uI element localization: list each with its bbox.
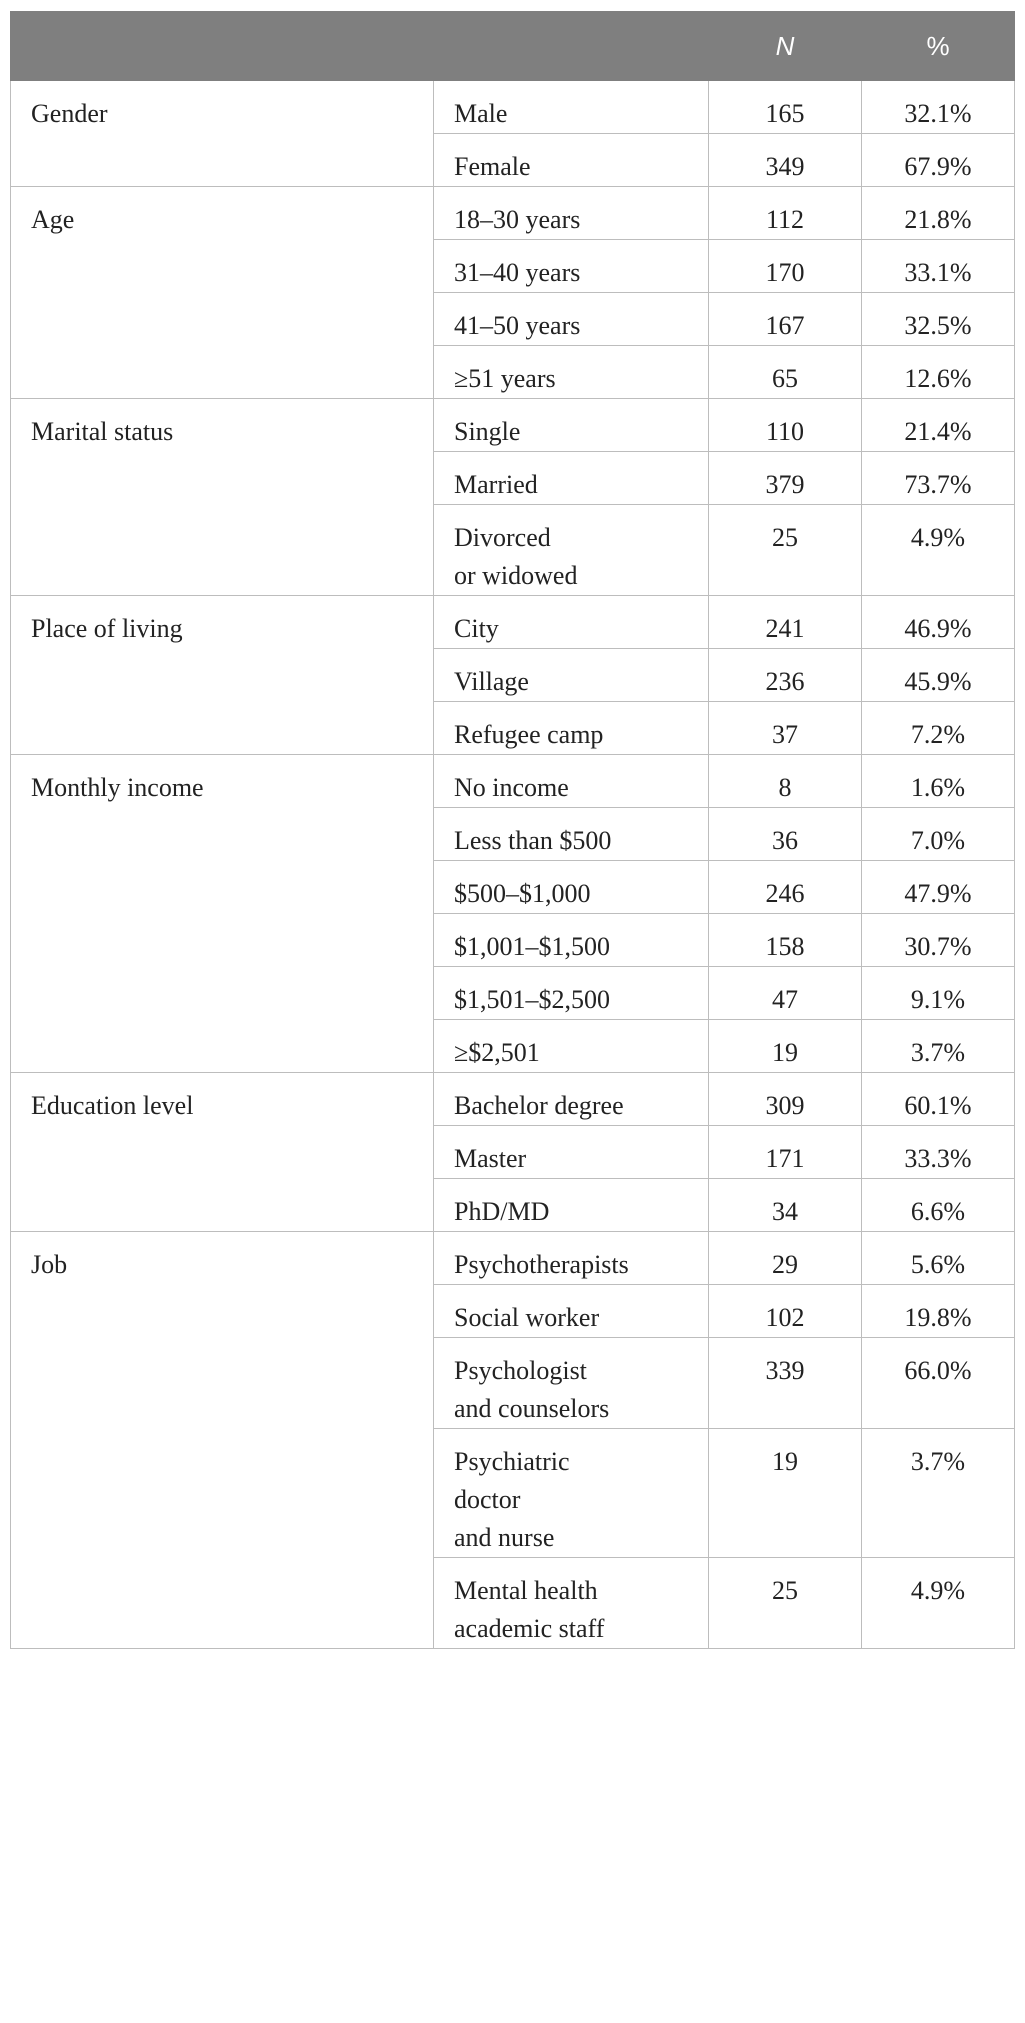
level-cell (434, 755, 709, 808)
n-cell: 102 (709, 1285, 862, 1338)
n-cell: 19 (709, 1429, 862, 1558)
level-cell (434, 505, 709, 596)
percent-cell: 46.9% (862, 596, 1015, 649)
n-cell: 8 (709, 755, 862, 808)
level-label: $1,001–$1,500 (454, 932, 610, 961)
percent-cell: 1.6% (862, 755, 1015, 808)
n-cell: 171 (709, 1126, 862, 1179)
demographics-table (10, 11, 1015, 1649)
level-label: Refugee camp (454, 720, 604, 749)
header-category (11, 12, 434, 81)
n-cell: 339 (709, 1338, 862, 1429)
n-cell: 65 (709, 346, 862, 399)
level-label: Divorced or widowed (454, 523, 578, 590)
level-label: City (454, 614, 499, 643)
n-cell: 110 (709, 399, 862, 452)
header-percent: % (862, 12, 1015, 81)
n-cell: 112 (709, 187, 862, 240)
level-label: Psychotherapists (454, 1250, 629, 1279)
table-row (11, 187, 1015, 240)
category-cell: Place of living (11, 596, 434, 755)
level-label: Single (454, 417, 521, 446)
n-cell: 25 (709, 505, 862, 596)
category-cell: Marital status (11, 399, 434, 596)
n-cell: 19 (709, 1020, 862, 1073)
n-cell: 246 (709, 861, 862, 914)
percent-cell: 5.6% (862, 1232, 1015, 1285)
level-label: Village (454, 667, 529, 696)
header-row (11, 12, 1015, 81)
n-cell: 36 (709, 808, 862, 861)
table-row (11, 399, 1015, 452)
percent-cell: 3.7% (862, 1020, 1015, 1073)
level-cell (434, 452, 709, 505)
level-cell (434, 1020, 709, 1073)
table-header (11, 12, 1015, 81)
level-label: Psychiatric doctor and nurse (454, 1447, 570, 1552)
level-label: Less than $500 (454, 826, 612, 855)
percent-cell: 60.1% (862, 1073, 1015, 1126)
level-label: ≥51 years (454, 364, 556, 393)
n-cell: 29 (709, 1232, 862, 1285)
level-cell (434, 240, 709, 293)
n-cell: 37 (709, 702, 862, 755)
level-cell (434, 1285, 709, 1338)
table-row (11, 1232, 1015, 1285)
level-cell (434, 1558, 709, 1649)
level-cell (434, 1179, 709, 1232)
level-cell (434, 1073, 709, 1126)
n-cell: 25 (709, 1558, 862, 1649)
percent-cell: 33.3% (862, 1126, 1015, 1179)
percent-cell: 9.1% (862, 967, 1015, 1020)
level-label: Female (454, 152, 531, 181)
percent-cell: 32.1% (862, 81, 1015, 134)
percent-cell: 4.9% (862, 1558, 1015, 1649)
n-cell: 34 (709, 1179, 862, 1232)
percent-cell: 12.6% (862, 346, 1015, 399)
level-cell (434, 1232, 709, 1285)
level-cell (434, 914, 709, 967)
n-cell: 379 (709, 452, 862, 505)
percent-cell: 4.9% (862, 505, 1015, 596)
percent-cell: 47.9% (862, 861, 1015, 914)
level-cell (434, 293, 709, 346)
category-cell: Education level (11, 1073, 434, 1232)
table-row (11, 755, 1015, 808)
category-cell: Gender (11, 81, 434, 187)
level-cell (434, 134, 709, 187)
level-cell (434, 81, 709, 134)
n-cell: 165 (709, 81, 862, 134)
table-row (11, 596, 1015, 649)
percent-cell: 45.9% (862, 649, 1015, 702)
level-cell (434, 1429, 709, 1558)
level-label: 18–30 years (454, 205, 581, 234)
level-label: PhD/MD (454, 1197, 550, 1226)
header-n: N (709, 12, 862, 81)
level-cell (434, 399, 709, 452)
level-cell (434, 596, 709, 649)
percent-cell: 73.7% (862, 452, 1015, 505)
level-label: Master (454, 1144, 527, 1173)
n-cell: 309 (709, 1073, 862, 1126)
percent-cell: 67.9% (862, 134, 1015, 187)
level-cell (434, 187, 709, 240)
percent-cell: 33.1% (862, 240, 1015, 293)
percent-cell: 7.0% (862, 808, 1015, 861)
header-level (434, 12, 709, 81)
level-cell (434, 861, 709, 914)
level-label: Mental health academic staff (454, 1576, 605, 1643)
category-cell: Age (11, 187, 434, 399)
table-row (11, 1073, 1015, 1126)
n-cell: 236 (709, 649, 862, 702)
n-cell: 167 (709, 293, 862, 346)
percent-cell: 30.7% (862, 914, 1015, 967)
level-label: Married (454, 470, 538, 499)
table-body (11, 81, 1015, 1649)
n-cell: 47 (709, 967, 862, 1020)
level-label: Psychologist and counselors (454, 1356, 610, 1423)
percent-cell: 7.2% (862, 702, 1015, 755)
level-cell (434, 649, 709, 702)
level-label: $1,501–$2,500 (454, 985, 610, 1014)
level-label: Bachelor degree (454, 1091, 624, 1120)
demographics-table-container (10, 11, 1014, 1649)
level-label: ≥$2,501 (454, 1038, 540, 1067)
level-cell (434, 702, 709, 755)
level-cell (434, 967, 709, 1020)
table-row (11, 81, 1015, 134)
percent-cell: 6.6% (862, 1179, 1015, 1232)
percent-cell: 32.5% (862, 293, 1015, 346)
percent-cell: 3.7% (862, 1429, 1015, 1558)
percent-cell: 66.0% (862, 1338, 1015, 1429)
level-cell (434, 808, 709, 861)
n-cell: 241 (709, 596, 862, 649)
level-label: 31–40 years (454, 258, 581, 287)
level-cell (434, 1338, 709, 1429)
n-cell: 349 (709, 134, 862, 187)
level-label: No income (454, 773, 569, 802)
n-cell: 170 (709, 240, 862, 293)
level-label: Social worker (454, 1303, 600, 1332)
level-label: 41–50 years (454, 311, 581, 340)
percent-cell: 19.8% (862, 1285, 1015, 1338)
percent-cell: 21.4% (862, 399, 1015, 452)
level-label: $500–$1,000 (454, 879, 591, 908)
level-cell (434, 346, 709, 399)
category-cell: Monthly income (11, 755, 434, 1073)
n-cell: 158 (709, 914, 862, 967)
percent-cell: 21.8% (862, 187, 1015, 240)
level-label: Male (454, 99, 508, 128)
level-cell (434, 1126, 709, 1179)
category-cell: Job (11, 1232, 434, 1649)
